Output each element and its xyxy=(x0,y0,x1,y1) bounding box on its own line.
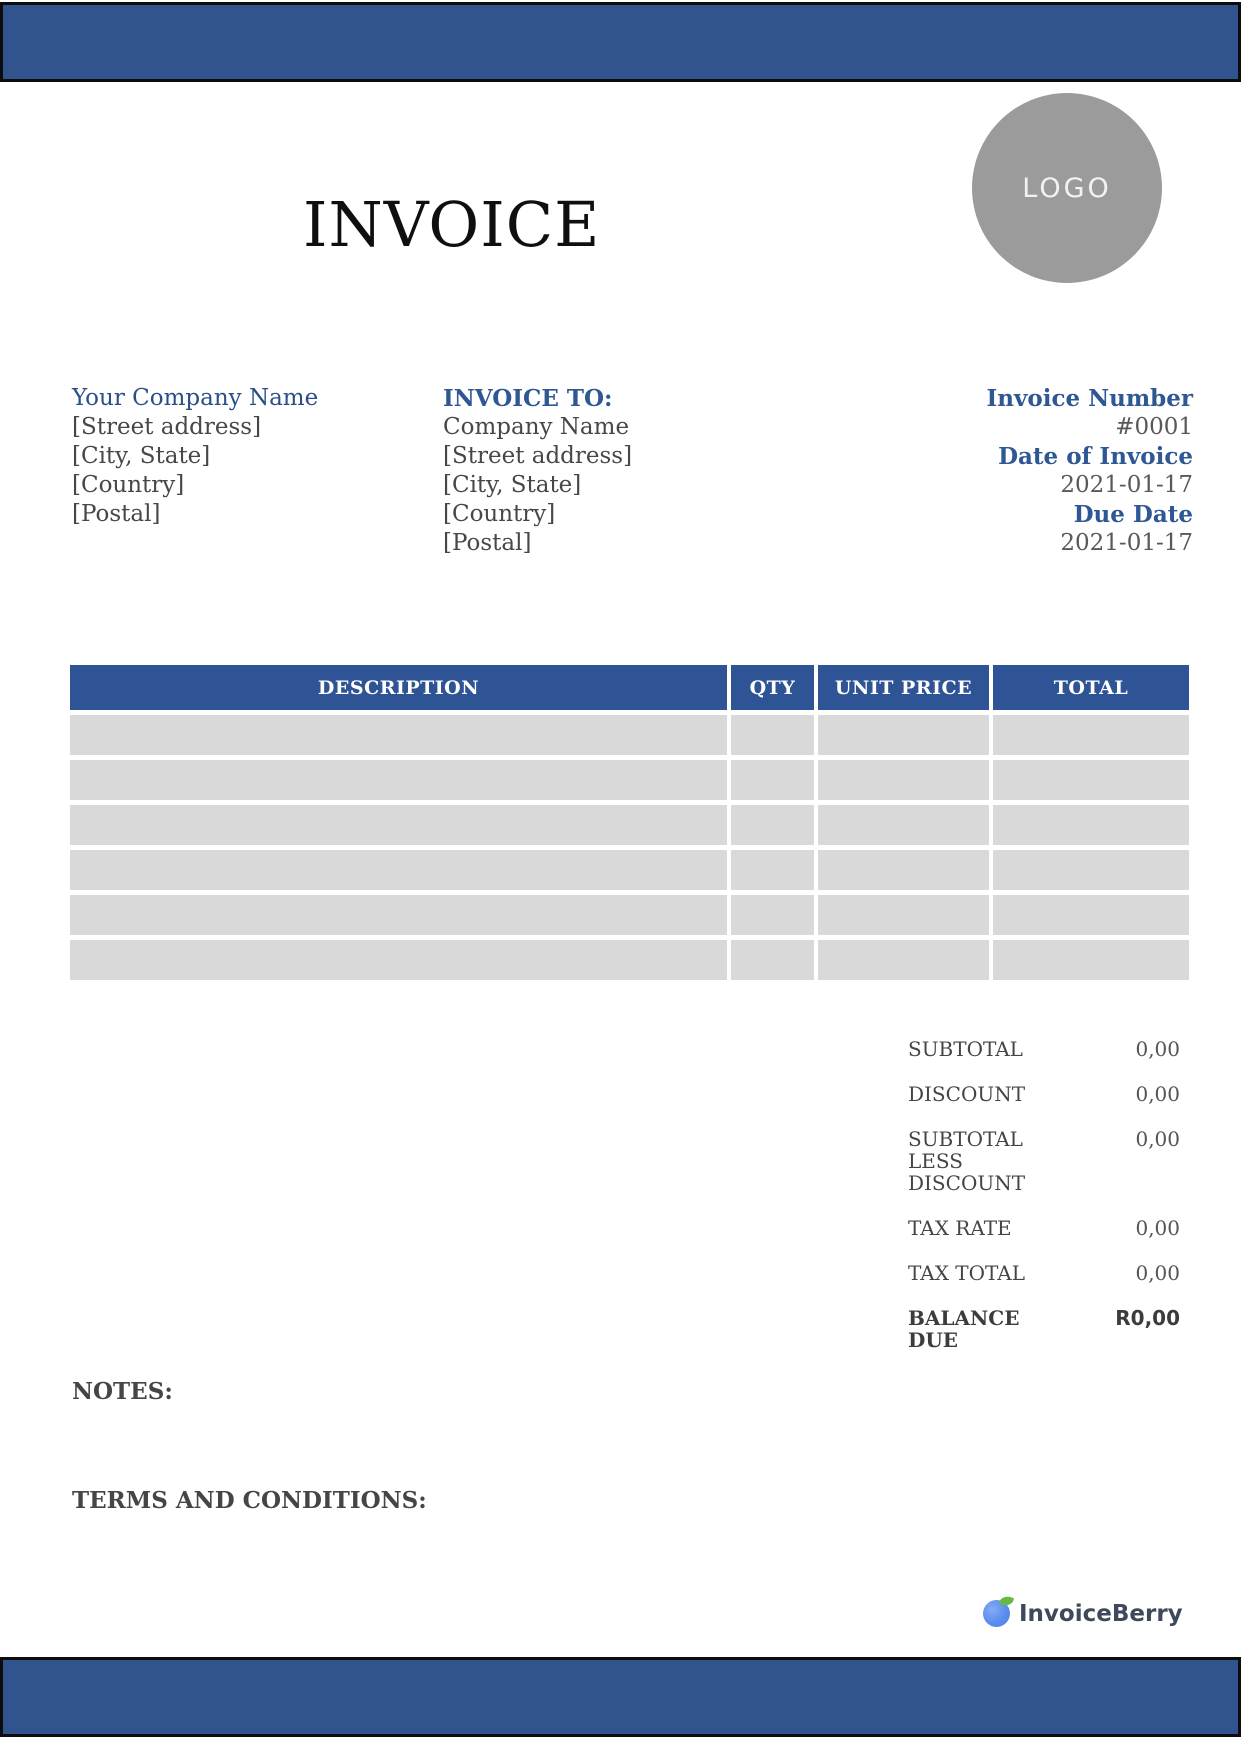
bill-to-label: INVOICE TO: xyxy=(443,385,613,412)
discount-row xyxy=(908,1083,1180,1105)
bottom-accent-bar xyxy=(0,1657,1241,1737)
empty-cell-description xyxy=(70,895,727,935)
balance-due-label: BALANCE DUE xyxy=(908,1306,1020,1352)
subtotal-less-discount-label: SUBTOTAL LESS DISCOUNT xyxy=(908,1127,1026,1195)
bill-to-street: [Street address] xyxy=(443,443,633,469)
empty-cell-total xyxy=(993,940,1189,980)
empty-cell-description xyxy=(70,805,727,845)
terms-heading: TERMS AND CONDITIONS: xyxy=(72,1487,427,1514)
brand-name: InvoiceBerry xyxy=(1019,1600,1183,1627)
sender-city-state: [City, State] xyxy=(72,443,211,469)
sender-street: [Street address] xyxy=(72,414,262,440)
empty-cell-unit-price xyxy=(818,895,989,935)
tax-total-label: TAX TOTAL xyxy=(908,1261,1025,1285)
notes-heading: NOTES: xyxy=(72,1378,173,1405)
sender-address-block xyxy=(72,384,392,529)
empty-cell-qty xyxy=(731,715,814,755)
berry-icon xyxy=(983,1600,1010,1627)
discount-value: 0,00 xyxy=(1135,1082,1180,1106)
empty-cell-unit-price xyxy=(818,715,989,755)
logo-placeholder xyxy=(972,93,1162,283)
sender-country: [Country] xyxy=(72,472,185,498)
empty-cell-qty xyxy=(731,940,814,980)
empty-cell-description xyxy=(70,940,727,980)
empty-cell-total xyxy=(993,805,1189,845)
subtotal-less-discount-value: 0,00 xyxy=(1135,1127,1180,1151)
subtotal-row xyxy=(908,1038,1180,1060)
column-header-description: DESCRIPTION xyxy=(70,665,727,710)
empty-cell-total xyxy=(993,715,1189,755)
tax-rate-label: TAX RATE xyxy=(908,1216,1012,1240)
totals-block xyxy=(908,1038,1180,1374)
bill-to-country: [Country] xyxy=(443,501,556,527)
empty-cell-unit-price xyxy=(818,850,989,890)
empty-cell-total xyxy=(993,760,1189,800)
empty-cell-description xyxy=(70,760,727,800)
tax-total-row xyxy=(908,1262,1180,1284)
tax-total-value: 0,00 xyxy=(1135,1261,1180,1285)
leaf-icon xyxy=(999,1594,1014,1608)
invoiceberry-brand xyxy=(983,1600,1183,1627)
empty-cell-description xyxy=(70,715,727,755)
empty-cell-description xyxy=(70,850,727,890)
empty-cell-total xyxy=(993,850,1189,890)
tax-rate-value: 0,00 xyxy=(1135,1216,1180,1240)
invoice-date-label: Date of Invoice xyxy=(998,443,1193,470)
bill-to-postal: [Postal] xyxy=(443,530,532,556)
empty-cell-total xyxy=(993,895,1189,935)
empty-cell-qty xyxy=(731,760,814,800)
empty-cell-qty xyxy=(731,805,814,845)
column-header-unit-price: UNIT PRICE xyxy=(818,665,989,710)
due-date-label: Due Date xyxy=(1073,501,1193,528)
subtotal-label: SUBTOTAL xyxy=(908,1037,1023,1061)
column-header-qty: QTY xyxy=(731,665,814,710)
invoice-meta-block xyxy=(823,384,1193,558)
sender-postal: [Postal] xyxy=(72,501,161,527)
empty-cell-unit-price xyxy=(818,760,989,800)
bill-to-company: Company Name xyxy=(443,414,630,440)
balance-due-value: R0,00 xyxy=(1115,1306,1180,1330)
discount-label: DISCOUNT xyxy=(908,1082,1026,1106)
tax-rate-row xyxy=(908,1217,1180,1239)
page-title: INVOICE xyxy=(303,188,601,261)
empty-cell-unit-price xyxy=(818,940,989,980)
column-header-total: TOTAL xyxy=(993,665,1189,710)
invoice-number-label: Invoice Number xyxy=(986,385,1193,412)
subtotal-value: 0,00 xyxy=(1135,1037,1180,1061)
line-items-table xyxy=(70,665,1193,980)
top-accent-bar xyxy=(0,2,1241,82)
invoice-date-value: 2021-01-17 xyxy=(1060,472,1193,498)
empty-cell-unit-price xyxy=(818,805,989,845)
empty-cell-qty xyxy=(731,895,814,935)
invoice-number-value: #0001 xyxy=(1115,414,1193,440)
bill-to-city-state: [City, State] xyxy=(443,472,582,498)
due-date-value: 2021-01-17 xyxy=(1060,530,1193,556)
empty-cell-qty xyxy=(731,850,814,890)
sender-company-name: Your Company Name xyxy=(72,385,319,411)
logo-placeholder-text: LOGO xyxy=(1022,172,1112,204)
balance-due-row xyxy=(908,1307,1180,1351)
subtotal-less-discount-row xyxy=(908,1128,1180,1194)
bill-to-block xyxy=(443,384,763,558)
